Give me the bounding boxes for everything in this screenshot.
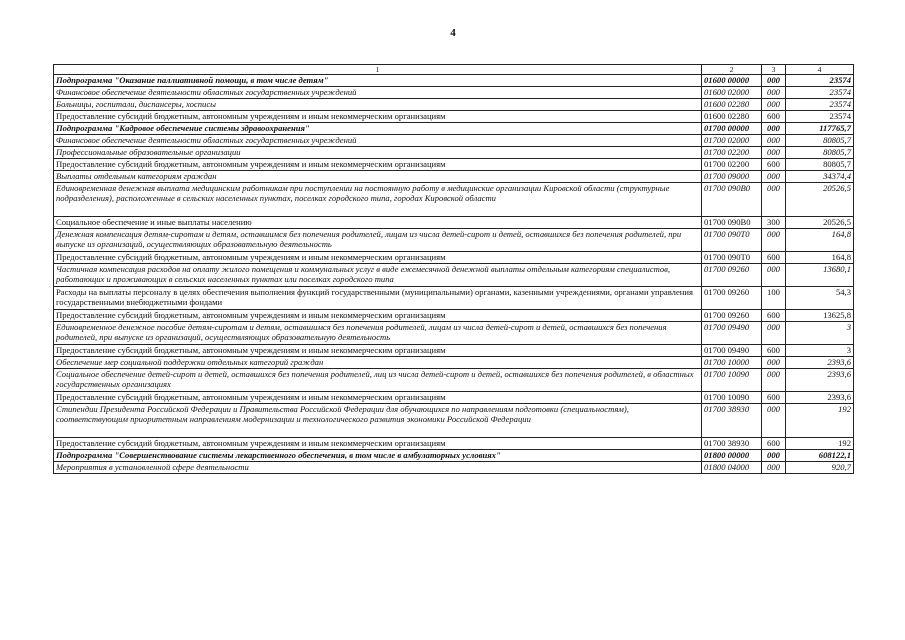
cell-code: 01600 02280 bbox=[702, 111, 762, 123]
cell-sum: 23574 bbox=[786, 111, 854, 123]
cell-sum: 34374,4 bbox=[786, 171, 854, 183]
cell-type: 600 bbox=[762, 310, 786, 322]
table-row bbox=[54, 229, 854, 252]
cell-sum: 23574 bbox=[786, 99, 854, 111]
table-row bbox=[54, 450, 854, 462]
cell-type: 000 bbox=[762, 450, 786, 462]
cell-sum: 920,7 bbox=[786, 462, 854, 474]
table-row bbox=[54, 159, 854, 171]
cell-type: 000 bbox=[762, 264, 786, 287]
cell-sum: 80805,7 bbox=[786, 147, 854, 159]
table-row bbox=[54, 438, 854, 450]
table-row bbox=[54, 87, 854, 99]
cell-name: Обеспечение мер социальной поддержки отдельных категорий граждан bbox=[54, 357, 702, 369]
cell-type: 000 bbox=[762, 183, 786, 217]
cell-code: 01700 10090 bbox=[702, 369, 762, 392]
table-row bbox=[54, 183, 854, 217]
cell-code: 01800 00000 bbox=[702, 450, 762, 462]
cell-sum: 2393,6 bbox=[786, 392, 854, 404]
table-row bbox=[54, 369, 854, 392]
cell-type: 000 bbox=[762, 75, 786, 87]
cell-name: Социальное обеспечение детей-сирот и детей, оставшихся без попечения родителей, лиц из числа детей-сирот и детей, оставшихся без попечения родителей, в областных государственных организациях bbox=[54, 369, 702, 392]
cell-code: 01700 02000 bbox=[702, 135, 762, 147]
cell-name: Единовременное денежное пособие детям-сиротам и детям, оставшимся без попечения родителей, лицам из числа детей-сирот и детей, оставшихся без попечения родителей, при выпуске из организаций, осуществляющих образовательную деятельность bbox=[54, 322, 702, 345]
cell-type: 000 bbox=[762, 99, 786, 111]
table-header-row bbox=[54, 65, 854, 75]
cell-sum: 80805,7 bbox=[786, 159, 854, 171]
cell-type: 000 bbox=[762, 404, 786, 438]
cell-name: Подпрограмма "Кадровое обеспечение системы здравоохранения" bbox=[54, 123, 702, 135]
cell-name: Предоставление субсидий бюджетным, автономным учреждениям и иным некоммерческим организациям bbox=[54, 438, 702, 450]
header-cell-type: 3 bbox=[762, 65, 786, 75]
cell-name: Подпрограмма "Оказание паллиативной помощи, в том числе детям" bbox=[54, 75, 702, 87]
cell-name: Профессиональные образовательные организации bbox=[54, 147, 702, 159]
cell-code: 01800 04000 bbox=[702, 462, 762, 474]
cell-sum: 192 bbox=[786, 438, 854, 450]
cell-name: Подпрограмма "Совершенствование системы лекарственного обеспечения, в том числе в амбулаторных условиях" bbox=[54, 450, 702, 462]
cell-type: 600 bbox=[762, 345, 786, 357]
table-row bbox=[54, 357, 854, 369]
cell-name: Социальное обеспечение и иные выплаты населению bbox=[54, 217, 702, 229]
cell-code: 01600 02280 bbox=[702, 99, 762, 111]
cell-name: Предоставление субсидий бюджетным, автономным учреждениям и иным некоммерческим организациям bbox=[54, 159, 702, 171]
cell-name: Больницы, госпитали, диспансеры, хосписы bbox=[54, 99, 702, 111]
table-row bbox=[54, 99, 854, 111]
cell-name: Единовременная денежная выплата медицинским работникам при поступлении на постоянную работу в медицинские организации Кировской области (структурные подразделения), расположенные в сельских населенных пунктах, поселках городского типа, городах Кировской области bbox=[54, 183, 702, 217]
table-row bbox=[54, 322, 854, 345]
cell-sum: 192 bbox=[786, 404, 854, 438]
cell-sum: 117765,7 bbox=[786, 123, 854, 135]
cell-sum: 23574 bbox=[786, 75, 854, 87]
table-row bbox=[54, 252, 854, 264]
cell-type: 100 bbox=[762, 287, 786, 310]
cell-type: 000 bbox=[762, 462, 786, 474]
cell-name: Предоставление субсидий бюджетным, автономным учреждениям и иным некоммерческим организациям bbox=[54, 392, 702, 404]
cell-type: 600 bbox=[762, 438, 786, 450]
cell-name: Предоставление субсидий бюджетным, автономным учреждениям и иным некоммерческим организациям bbox=[54, 310, 702, 322]
cell-name: Предоставление субсидий бюджетным, автономным учреждениям и иным некоммерческим организациям bbox=[54, 111, 702, 123]
cell-type: 600 bbox=[762, 392, 786, 404]
table-row bbox=[54, 111, 854, 123]
cell-type: 000 bbox=[762, 229, 786, 252]
cell-sum: 13625,8 bbox=[786, 310, 854, 322]
cell-code: 01700 09260 bbox=[702, 287, 762, 310]
cell-code: 01700 38930 bbox=[702, 404, 762, 438]
table-row bbox=[54, 310, 854, 322]
cell-name: Финансовое обеспечение деятельности областных государственных учреждений bbox=[54, 87, 702, 99]
cell-type: 000 bbox=[762, 87, 786, 99]
cell-code: 01700 10090 bbox=[702, 392, 762, 404]
cell-type: 600 bbox=[762, 159, 786, 171]
cell-sum: 54,3 bbox=[786, 287, 854, 310]
cell-type: 000 bbox=[762, 357, 786, 369]
cell-code: 01700 090В0 bbox=[702, 217, 762, 229]
cell-code: 01700 38930 bbox=[702, 438, 762, 450]
cell-sum: 20526,5 bbox=[786, 183, 854, 217]
cell-name: Предоставление субсидий бюджетным, автономным учреждениям и иным некоммерческим организациям bbox=[54, 252, 702, 264]
cell-type: 600 bbox=[762, 111, 786, 123]
cell-code: 01700 02200 bbox=[702, 159, 762, 171]
header-cell-name: 1 bbox=[54, 65, 702, 75]
table-row bbox=[54, 287, 854, 310]
cell-name: Выплаты отдельным категориям граждан bbox=[54, 171, 702, 183]
table-row bbox=[54, 392, 854, 404]
cell-sum: 23574 bbox=[786, 87, 854, 99]
cell-type: 600 bbox=[762, 252, 786, 264]
cell-code: 01700 09260 bbox=[702, 264, 762, 287]
cell-code: 01600 00000 bbox=[702, 75, 762, 87]
cell-code: 01700 09490 bbox=[702, 322, 762, 345]
cell-name: Расходы на выплаты персоналу в целях обеспечения выполнения функций государственными (муниципальными) органами, казенными учреждениями, органами управления государственными внебюджетными фондами bbox=[54, 287, 702, 310]
cell-code: 01700 09000 bbox=[702, 171, 762, 183]
table-row bbox=[54, 75, 854, 87]
table-row bbox=[54, 264, 854, 287]
table-row bbox=[54, 404, 854, 438]
cell-sum: 20526,5 bbox=[786, 217, 854, 229]
cell-code: 01700 090Т0 bbox=[702, 229, 762, 252]
table-row bbox=[54, 147, 854, 159]
cell-sum: 3 bbox=[786, 345, 854, 357]
cell-sum: 608122,1 bbox=[786, 450, 854, 462]
cell-code: 01700 09490 bbox=[702, 345, 762, 357]
cell-name: Частичная компенсация расходов на оплату жилого помещения и коммунальных услуг в виде ежемесячной денежной выплаты отдельным категориям специалистов, работающих и проживающих в сельских населенных пунктах или поселках городского типа bbox=[54, 264, 702, 287]
budget-table bbox=[53, 64, 854, 474]
cell-code: 01700 00000 bbox=[702, 123, 762, 135]
cell-type: 000 bbox=[762, 123, 786, 135]
cell-type: 000 bbox=[762, 171, 786, 183]
budget-table-body bbox=[54, 65, 854, 474]
cell-code: 01700 09260 bbox=[702, 310, 762, 322]
page-number: 4 bbox=[450, 27, 456, 39]
cell-sum: 164,8 bbox=[786, 229, 854, 252]
cell-sum: 80805,7 bbox=[786, 135, 854, 147]
header-cell-sum: 4 bbox=[786, 65, 854, 75]
cell-sum: 3 bbox=[786, 322, 854, 345]
cell-type: 000 bbox=[762, 135, 786, 147]
cell-name: Финансовое обеспечение деятельности областных государственных учреждений bbox=[54, 135, 702, 147]
cell-code: 01700 10000 bbox=[702, 357, 762, 369]
cell-type: 000 bbox=[762, 369, 786, 392]
table-row bbox=[54, 462, 854, 474]
cell-type: 000 bbox=[762, 147, 786, 159]
table-row bbox=[54, 171, 854, 183]
table-row bbox=[54, 345, 854, 357]
cell-type: 300 bbox=[762, 217, 786, 229]
cell-code: 01700 02200 bbox=[702, 147, 762, 159]
cell-code: 01700 090В0 bbox=[702, 183, 762, 217]
table-row bbox=[54, 217, 854, 229]
cell-name: Мероприятия в установленной сфере деятельности bbox=[54, 462, 702, 474]
cell-name: Стипендии Президента Российской Федерации и Правительства Российской Федерации для обучающихся по направлениям подготовки (специальностям), соответствующим приоритетным направлениям модернизации и технологического развития экономики Российской Федерации bbox=[54, 404, 702, 438]
cell-code: 01600 02000 bbox=[702, 87, 762, 99]
cell-code: 01700 090Т0 bbox=[702, 252, 762, 264]
header-cell-code: 2 bbox=[702, 65, 762, 75]
cell-sum: 13680,1 bbox=[786, 264, 854, 287]
table-row bbox=[54, 123, 854, 135]
cell-name: Денежная компенсация детям-сиротам и детям, оставшимся без попечения родителей, лицам из числа детей-сирот и детей, оставшихся без попечения родителей, при выпуске из организаций, осуществляющих образовательную деятельность bbox=[54, 229, 702, 252]
cell-sum: 2393,6 bbox=[786, 369, 854, 392]
table-row bbox=[54, 135, 854, 147]
cell-name: Предоставление субсидий бюджетным, автономным учреждениям и иным некоммерческим организациям bbox=[54, 345, 702, 357]
cell-sum: 164,8 bbox=[786, 252, 854, 264]
cell-type: 000 bbox=[762, 322, 786, 345]
cell-sum: 2393,6 bbox=[786, 357, 854, 369]
